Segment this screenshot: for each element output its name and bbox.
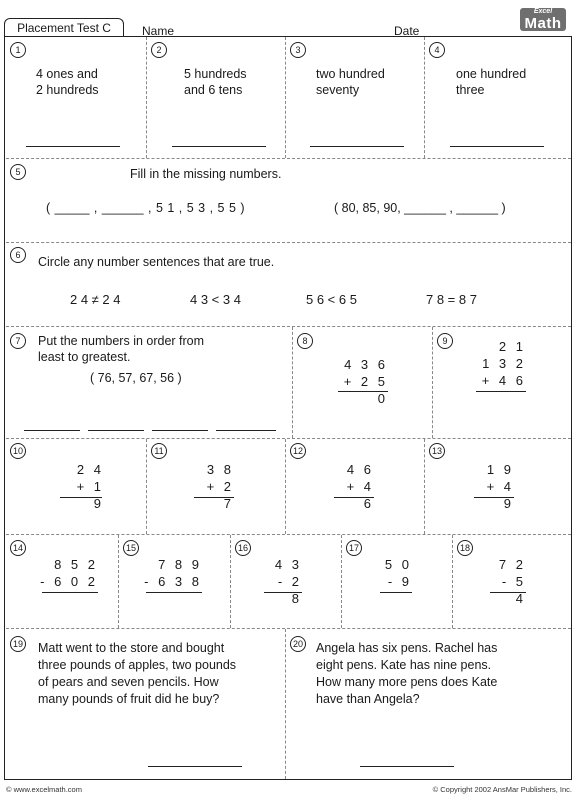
q16-top: 4 3 [274,557,302,572]
difference-line [146,592,202,593]
q20-line4: have than Angela? [316,692,420,706]
q7-line1: Put the numbers in order from [38,334,205,348]
question-number: 17 [346,540,362,556]
question-number: 19 [10,636,26,652]
answer-line[interactable] [152,430,208,431]
q16-bottom: - 2 8 [277,574,302,606]
divider [424,439,425,534]
q10-top: 2 4 [76,462,104,477]
answer-line[interactable] [26,146,120,147]
q17-bottom: - 9 [387,574,412,589]
question-number: 16 [235,540,251,556]
question-number: 13 [429,443,445,459]
question-number: 20 [290,636,306,652]
question-number: 12 [290,443,306,459]
q20-line3: How many more pens does Kate [316,675,498,689]
q1-line1: 4 ones and [36,67,98,81]
q3-line1: two hundred [316,67,385,81]
answer-line[interactable] [148,766,242,767]
q11-bottom: + 2 7 [206,479,234,511]
q6-sentence-4[interactable]: 7 8 = 8 7 [426,292,477,307]
difference-line [380,592,412,593]
q4-line1: one hundred [456,67,527,81]
q18-top: 7 2 [498,557,526,572]
q15-bottom: - 6 3 8 [144,574,202,589]
q9-middle: 1 3 2 [482,356,526,371]
q9-bottom: + 4 6 [481,373,526,388]
difference-line [264,592,302,593]
q8-bottom: + 2 5 0 [343,374,388,406]
q13-top: 1 9 [486,462,514,477]
sum-line [476,391,526,392]
footer-website: © www.excelmath.com [6,785,82,794]
answer-line[interactable] [24,430,80,431]
answer-line[interactable] [172,146,266,147]
question-number: 3 [290,42,306,58]
question-number: 7 [10,333,26,349]
sum-line [334,497,374,498]
q15-top: 7 8 9 [158,557,202,572]
q5-sequence-2: ( 80, 85, 90, ______ , ______ ) [334,201,506,215]
divider [6,438,571,439]
question-number: 6 [10,247,26,263]
sum-line [474,497,514,498]
sum-line [194,497,234,498]
divider [285,629,286,779]
q6-prompt: Circle any number sentences that are true. [38,255,275,269]
divider [146,439,147,534]
question-number: 15 [123,540,139,556]
question-number: 2 [151,42,167,58]
q7-line2: least to greatest. [38,350,131,364]
q19-line2: three pounds of apples, two pounds [38,658,237,672]
question-number: 4 [429,42,445,58]
divider [6,326,571,327]
question-number: 14 [10,540,26,556]
name-label: Name [142,24,175,38]
q19-line3: of pears and seven pencils. How [38,675,219,689]
divider [285,37,286,158]
question-number: 18 [457,540,473,556]
divider [432,327,433,438]
difference-line [42,592,98,593]
answer-line[interactable] [450,146,544,147]
divider [146,37,147,158]
divider [6,242,571,243]
q4-line2: three [456,83,485,97]
q11-top: 3 8 [206,462,234,477]
answer-line[interactable] [360,766,454,767]
divider [118,535,119,628]
divider [6,158,571,159]
divider [230,535,231,628]
q9-top: 2 1 [498,339,526,354]
question-number: 5 [10,164,26,180]
q10-bottom: + 1 9 [76,479,104,511]
q12-bottom: + 4 6 [346,479,374,511]
q18-bottom: - 5 4 [501,574,526,606]
q20-line2: eight pens. Kate has nine pens. [316,658,492,672]
q6-sentence-3[interactable]: 5 6 < 6 5 [306,292,357,307]
question-number: 10 [10,443,26,459]
question-number: 9 [437,333,453,349]
q2-line2: and 6 tens [184,83,243,97]
q8-top: 4 3 6 [344,357,388,372]
q5-prompt: Fill in the missing numbers. [130,167,282,181]
divider [285,439,286,534]
q17-top: 5 0 [384,557,412,572]
question-number: 11 [151,443,167,459]
divider [424,37,425,158]
answer-line[interactable] [310,146,404,147]
question-number: 8 [297,333,313,349]
q1-line2: 2 hundreds [36,83,99,97]
q20-line1: Angela has six pens. Rachel has [316,641,498,655]
question-number: 1 [10,42,26,58]
divider [341,535,342,628]
q14-bottom: - 6 0 2 [40,574,98,589]
test-title-tab: Placement Test C [4,18,124,37]
q7-number-set: ( 76, 57, 67, 56 ) [90,371,182,385]
sum-line [60,497,102,498]
divider [6,628,571,629]
q6-sentence-1[interactable]: 2 4 ≠ 2 4 [70,292,121,307]
q19-line4: many pounds of fruit did he buy? [38,692,220,706]
difference-line [490,592,526,593]
excel-math-logo: Excel Math [520,8,566,31]
divider [292,327,293,438]
footer-copyright: © Copyright 2002 AnsMar Publishers, Inc. [432,785,572,794]
q12-top: 4 6 [346,462,374,477]
answer-line[interactable] [88,430,144,431]
divider [452,535,453,628]
q19-line1: Matt went to the store and bought [38,641,225,655]
q14-top: 8 5 2 [54,557,98,572]
q2-line1: 5 hundreds [184,67,247,81]
q6-sentence-2[interactable]: 4 3 < 3 4 [190,292,241,307]
q5-sequence-1: ( _____ , ______ , 5 1 , 5 3 , 5 5 ) [46,201,245,215]
divider [6,534,571,535]
q3-line2: seventy [316,83,360,97]
q13-bottom: + 4 9 [486,479,514,511]
answer-line[interactable] [216,430,276,431]
date-label: Date [394,24,420,38]
sum-line [338,391,388,392]
